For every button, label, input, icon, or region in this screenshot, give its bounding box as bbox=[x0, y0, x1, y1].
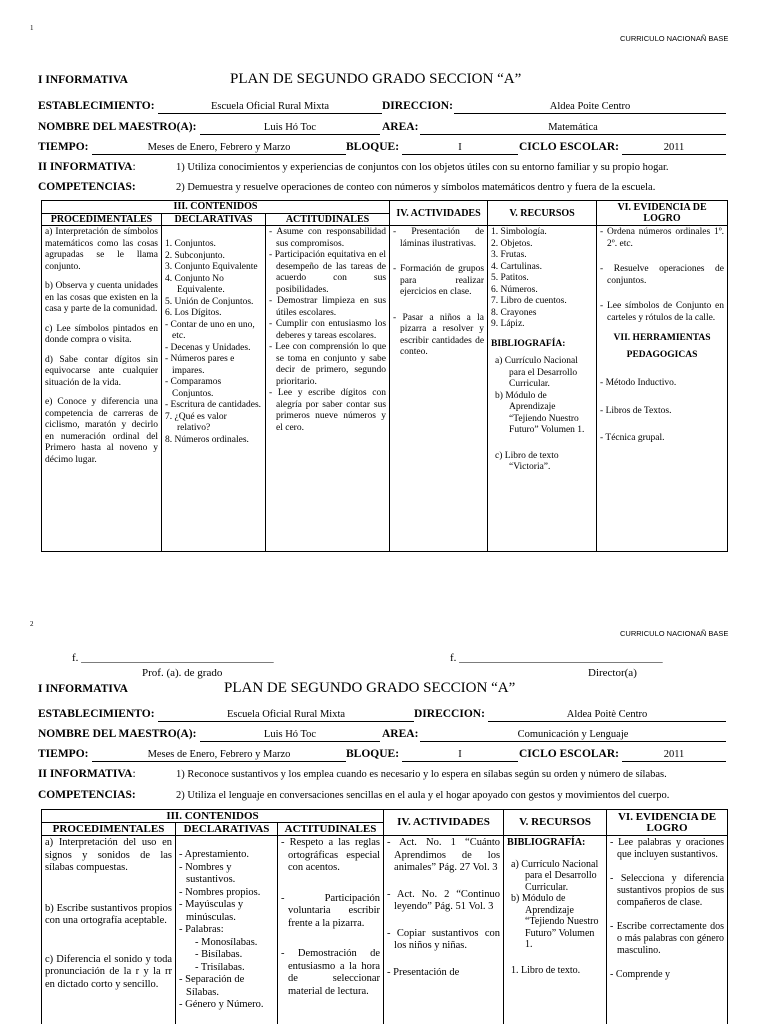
actividades-header: IV. ACTIVIDADES bbox=[384, 810, 504, 836]
list-item: d) Sabe contar dígitos sin equivocarse ante cualquier situación de la vida. bbox=[45, 354, 158, 388]
competencias-label: COMPETENCIAS: bbox=[38, 789, 136, 801]
list-item: 5. Patitos. bbox=[491, 273, 529, 283]
competencia-2: 2) Utiliza el lenguaje en conversaciones sencillas en el aula y el hogar apoyado con gestos y movimientos del cuerpo. bbox=[176, 790, 670, 801]
list-item: e) Conoce y diferencia una competencia de carreras de ciclismo, maratón y decirlo en numeración ordinal del Primero hasta al noveno y décimo lugar. bbox=[45, 397, 158, 465]
list-item: 3. Frutas. bbox=[491, 250, 527, 260]
page-number: 2 bbox=[30, 620, 34, 628]
contenidos-header: III. CONTENIDOS bbox=[42, 810, 384, 823]
list-item: - Nombres propios. bbox=[179, 886, 261, 898]
declarativas-cell bbox=[176, 836, 278, 1024]
list-item: a) Interpretación de símbolos matemáticos como las cosas agrupadas se le llama conjunto. bbox=[45, 227, 158, 272]
maestro-field: Luis Hó Toc bbox=[200, 728, 380, 742]
list-item: - Act. No. 1 “Cuánto Aprendimos de los animales” Pág. 27 Vol. 3 bbox=[387, 837, 501, 873]
direccion-field: Aldea Poite Centro bbox=[454, 100, 726, 114]
list-item: - Bisílabas. bbox=[195, 949, 243, 960]
list-item: - Copiar sustantivos con los niños y niñas. bbox=[387, 927, 501, 951]
list-item: - Resuelve operaciones de conjuntos. bbox=[600, 264, 725, 286]
contenidos-header: III. CONTENIDOS bbox=[42, 201, 390, 214]
herramientas-title: VII. HERRAMIENTAS PEDAGOGICAS bbox=[613, 333, 711, 360]
list-item: b) Escribe sustantivos propios con una ortografía aceptable. bbox=[45, 902, 172, 926]
list-item: 4. Conjunto No Equivalente. bbox=[165, 273, 225, 295]
list-item: - Presentación de láminas ilustrativas. bbox=[393, 227, 485, 249]
bloque-field: I bbox=[402, 141, 518, 155]
list-item: - Ordena números ordinales 1º. 2º. etc. bbox=[600, 227, 725, 249]
list-item: 5. Unión de Conjuntos. bbox=[165, 296, 254, 307]
list-item: - Comparamos Conjuntos. bbox=[165, 377, 222, 399]
list-item: 6. Números. bbox=[491, 284, 538, 295]
list-item: - Método Inductivo. bbox=[600, 378, 677, 388]
recursos-cell bbox=[504, 836, 607, 1024]
evidencia-cell bbox=[597, 226, 728, 552]
tiempo-field: Meses de Enero, Febrero y Marzo bbox=[92, 141, 346, 155]
list-item: - Lee símbolos de Conjunto en carteles y rótulos de la calle. bbox=[600, 301, 725, 323]
actividades-cell bbox=[384, 836, 504, 1024]
actitudinales-header: ACTITUDINALES bbox=[266, 213, 390, 226]
maestro-label: NOMBRE DEL MAESTRO(A): bbox=[38, 728, 197, 740]
list-item: 1. Conjuntos. bbox=[165, 239, 216, 249]
area-field: Matemática bbox=[420, 121, 726, 135]
list-item: - Palabras: bbox=[179, 924, 224, 935]
page-title: PLAN DE SEGUNDO GRADO SECCION “A” bbox=[230, 71, 522, 87]
list-item: - Asume con responsabilidad sus compromisos. bbox=[269, 227, 387, 249]
list-item: - Selecciona y diferencia sustantivos propios de sus compañeros de clase. bbox=[610, 873, 725, 908]
bibliografia-title: BIBLIOGRAFÍA: bbox=[507, 837, 586, 848]
list-item: 1. Libro de texto. bbox=[511, 964, 581, 976]
list-item: - Números pares e impares. bbox=[165, 354, 235, 376]
signature-label-teacher: Prof. (a). de grado bbox=[142, 667, 223, 679]
bibliografia-title: BIBLIOGRAFÍA: bbox=[491, 338, 566, 349]
running-header: CURRICULO NACIONAÑ BASE bbox=[620, 629, 729, 638]
list-item: 7. Libro de cuentos. bbox=[491, 296, 567, 306]
list-item: - Demostrar limpieza en sus útiles escolares. bbox=[269, 296, 387, 318]
list-item: - Cumplir con entusiasmo los deberes y tareas escolares. bbox=[269, 319, 387, 341]
direccion-label: DIRECCION: bbox=[414, 708, 485, 720]
establecimiento-field: Escuela Oficial Rural Mixta bbox=[158, 708, 414, 722]
informativa-label: II INFORMATIVA: bbox=[38, 161, 136, 173]
ciclo-label: CICLO ESCOLAR: bbox=[519, 748, 620, 760]
signature-label-director: Director(a) bbox=[588, 667, 637, 679]
list-item: c) Diferencia el sonido y toda pronunciación de la r y la rr en dictado corto y sencillo. bbox=[45, 953, 172, 990]
tiempo-field: Meses de Enero, Febrero y Marzo bbox=[92, 748, 346, 762]
list-item: 2. Subconjunto. bbox=[165, 250, 225, 261]
competencia-1: 1) Reconoce sustantivos y los emplea cuando es necesario y lo espera en sílabas según su orden y número de sílabas. bbox=[176, 769, 667, 780]
list-item: - Género y Número. bbox=[179, 999, 264, 1010]
direccion-field: Aldea Poitè Centro bbox=[488, 708, 726, 722]
list-item: - Demostración de entusiasmo a la hora de seleccionar material de lectura. bbox=[281, 948, 381, 997]
list-item: 6. Los Dígitos. bbox=[165, 308, 222, 318]
tiempo-label: TIEMPO: bbox=[38, 141, 89, 153]
list-item: - Técnica grupal. bbox=[600, 433, 665, 443]
list-item: - Act. No. 2 “Continuo leyendo” Pág. 51 Vol. 3 bbox=[387, 888, 501, 912]
list-item: 4. Cartulinas. bbox=[491, 261, 542, 272]
list-item: - Participación equitativa en el desempeño de las tareas de acuerdo con sus posibilidades. bbox=[269, 250, 387, 295]
bloque-label: BLOQUE: bbox=[346, 748, 400, 760]
establecimiento-field: Escuela Oficial Rural Mixta bbox=[158, 100, 382, 114]
competencia-2: 2) Demuestra y resuelve operaciones de conteo con números y símbolos matemáticos dentro y fuera de la escuela. bbox=[176, 182, 656, 193]
plan-table-2-clip bbox=[41, 809, 729, 1024]
list-item: a) Currículo Nacional para el Desarrollo Curricular. bbox=[495, 356, 578, 389]
list-item: c) Libro de texto “Victoria”. bbox=[495, 450, 559, 472]
plan-table-1 bbox=[41, 200, 728, 552]
list-item: - Escritura de cantidades. bbox=[165, 400, 262, 410]
declarativas-cell bbox=[162, 226, 266, 552]
list-item: - Aprestamiento. bbox=[179, 849, 249, 860]
actividades-header: IV. ACTIVIDADES bbox=[390, 201, 488, 226]
ciclo-label: CICLO ESCOLAR: bbox=[519, 141, 620, 153]
list-item: 9. Lápiz. bbox=[491, 319, 525, 329]
tiempo-label: TIEMPO: bbox=[38, 748, 89, 760]
competencias-label: COMPETENCIAS: bbox=[38, 181, 136, 193]
recursos-cell bbox=[488, 226, 597, 552]
list-item: - Lee con comprensión lo que se toma en conjunto y sabe decir de primero, segundo prioritario. bbox=[269, 342, 387, 387]
evidencia-header: VI. EVIDENCIA DE LOGRO bbox=[607, 810, 728, 836]
list-item: - Formación de grupos para realizar ejercicios en clase. bbox=[393, 264, 485, 297]
establecimiento-label: ESTABLECIMIENTO: bbox=[38, 100, 155, 112]
list-item: - Mayúsculas y minúsculas. bbox=[179, 899, 244, 923]
ciclo-field: 2011 bbox=[622, 748, 726, 762]
area-label: AREA: bbox=[382, 728, 419, 740]
page-number: 1 bbox=[30, 24, 34, 32]
list-item: - Monosílabas. bbox=[195, 936, 258, 948]
declarativas-header: DECLARATIVAS bbox=[162, 213, 266, 226]
evidencia-cell bbox=[607, 836, 728, 1024]
area-label: AREA: bbox=[382, 121, 419, 133]
procedimentales-cell bbox=[42, 226, 162, 552]
recursos-header: V. RECURSOS bbox=[504, 810, 607, 836]
direccion-label: DIRECCION: bbox=[382, 100, 453, 112]
procedimentales-header: PROCEDIMENTALES bbox=[42, 213, 162, 226]
list-item: 2. Objetos. bbox=[491, 238, 533, 249]
signature-line-teacher: f. ___________________________________ bbox=[72, 652, 274, 664]
maestro-field: Luis Hó Toc bbox=[200, 121, 380, 135]
actitudinales-cell bbox=[278, 836, 384, 1024]
maestro-label: NOMBRE DEL MAESTRO(A): bbox=[38, 121, 197, 133]
list-item: 1. Simbología. bbox=[491, 227, 547, 237]
informativa-label: II INFORMATIVA: bbox=[38, 768, 136, 780]
establecimiento-label: ESTABLECIMIENTO: bbox=[38, 708, 155, 720]
running-header: CURRICULO NACIONAÑ BASE bbox=[620, 34, 729, 43]
list-item: 3. Conjunto Equivalente bbox=[165, 262, 258, 272]
list-item: - Trisílabas. bbox=[195, 961, 245, 973]
list-item: - Decenas y Unidades. bbox=[165, 342, 251, 353]
actitudinales-header: ACTITUDINALES bbox=[278, 823, 384, 836]
list-item: 7. ¿Qué es valor relativo? bbox=[165, 411, 227, 433]
procedimentales-header: PROCEDIMENTALES bbox=[42, 823, 176, 836]
list-item: - Separación de Sílabas. bbox=[179, 974, 245, 998]
list-item: 8. Crayones bbox=[491, 307, 537, 318]
recursos-header: V. RECURSOS bbox=[488, 201, 597, 226]
page-title: PLAN DE SEGUNDO GRADO SECCION “A” bbox=[224, 680, 516, 696]
list-item: - Comprende y bbox=[610, 969, 671, 980]
ciclo-field: 2011 bbox=[622, 141, 726, 155]
actitudinales-cell bbox=[266, 226, 390, 552]
actividades-cell bbox=[390, 226, 488, 552]
list-item: - Participación voluntaria escribir frente a la pizarra. bbox=[281, 892, 381, 929]
list-item: - Escribe correctamente dos o más palabras con género masculino. bbox=[610, 921, 725, 956]
list-item: b) Módulo de Aprendizaje “Tejiendo Nuestro Futuro” Volumen 1. bbox=[495, 390, 585, 435]
list-item: - Lee palabras y oraciones que incluyen sustantivos. bbox=[610, 837, 725, 860]
list-item: b) Observa y cuenta unidades en las cosas que existen en la casa y parte de la comunidad. bbox=[45, 281, 158, 314]
list-item: 8. Números ordinales. bbox=[165, 434, 249, 445]
list-item: - Libros de Textos. bbox=[600, 405, 672, 416]
list-item: - Contar de uno en uno, etc. bbox=[165, 319, 255, 341]
list-item: - Presentación de bbox=[387, 966, 460, 978]
list-item: - Pasar a niños a la pizarra a resolver y escribir cantidades de conteo. bbox=[393, 312, 485, 357]
section-label: I INFORMATIVA bbox=[38, 683, 128, 695]
list-item: - Lee y escribe dígitos con alegría por saber contar sus primeros nueve números y el cero. bbox=[269, 388, 387, 433]
signature-line-director: f. _____________________________________ bbox=[450, 652, 663, 664]
list-item: b) Módulo de Aprendizaje “Tejiendo Nuestro Futuro” Volumen 1. bbox=[511, 893, 599, 950]
evidencia-header: VI. EVIDENCIA DE LOGRO bbox=[597, 201, 728, 226]
bloque-label: BLOQUE: bbox=[346, 141, 400, 153]
area-field: Comunicación y Lenguaje bbox=[420, 728, 726, 742]
procedimentales-cell bbox=[42, 836, 176, 1024]
section-label: I INFORMATIVA bbox=[38, 74, 128, 86]
list-item: - Respeto a las reglas ortográficas especial con acentos. bbox=[281, 837, 381, 873]
plan-table-2 bbox=[41, 809, 728, 1024]
list-item: - Nombres y sustantivos. bbox=[179, 861, 236, 885]
list-item: a) Interpretación del uso en signos y sonidos de las sílabas compuestas. bbox=[45, 837, 172, 873]
bloque-field: I bbox=[402, 748, 518, 762]
declarativas-header: DECLARATIVAS bbox=[176, 823, 278, 836]
competencia-1: 1) Utiliza conocimientos y experiencias de conjuntos con los objetos útiles con su entorno familiar y su propio hogar. bbox=[176, 162, 669, 173]
list-item: a) Currículo Nacional para el Desarrollo Curricular. bbox=[511, 858, 599, 893]
list-item: c) Lee símbolos pintados en donde compra o visita. bbox=[45, 323, 158, 345]
